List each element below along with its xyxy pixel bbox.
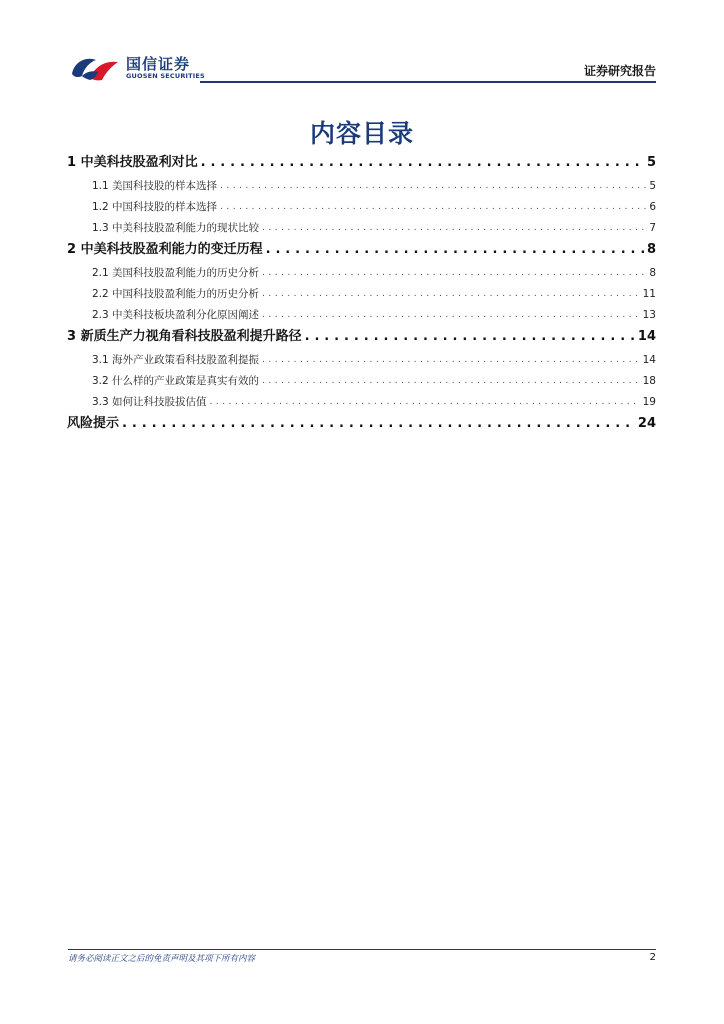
toc-subsection-entry[interactable] [67,373,656,389]
toc-entry-label: 1 中美科技股盈利对比 [67,155,198,170]
toc-entry-page: 14 [642,354,656,366]
header-divider [200,81,656,83]
guosen-logo-icon [68,52,122,82]
toc-dot-leader [266,241,644,259]
toc-entry-label: 1.1 美国科技股的样本选择 [92,180,218,192]
toc-entry-label: 3.1 海外产业政策看科技股盈利提振 [92,354,260,366]
toc-dot-leader [262,265,646,281]
toc-section-entry[interactable] [67,154,656,172]
toc-subsection-entry[interactable] [67,220,656,236]
toc-entry-label: 2 中美科技股盈利能力的变迁历程 [67,242,263,257]
toc-dot-leader [262,352,640,368]
toc-dot-leader [262,307,640,323]
toc-subsection-entry[interactable] [67,265,656,281]
toc-dot-leader [305,328,635,346]
toc-title: 内容目录 [309,119,414,148]
toc-entry-label: 2.2 中国科技股盈利能力的历史分析 [92,288,260,300]
toc-entry-label: 1.3 中美科技股盈利能力的现状比较 [92,222,260,234]
toc-entry-label: 风险提示 [67,416,120,431]
toc-entry-page: 11 [642,288,656,300]
brand-name-cn: 国信证券 [126,55,191,73]
toc-entry-page: 5 [649,180,656,192]
brand-name-en: GUOSEN SECURITIES [126,72,205,80]
toc-dot-leader [220,199,646,215]
page-number: 2 [649,952,656,963]
toc-entry-label: 2.3 中美科技板块盈利分化原因阐述 [92,309,260,321]
toc-dot-leader [122,415,635,433]
toc-subsection-entry[interactable] [67,307,656,323]
toc-dot-leader [220,178,646,194]
toc-entry-page: 8 [649,267,656,279]
toc-entry-page: 14 [637,329,656,344]
toc-section-entry[interactable] [67,415,656,433]
toc-subsection-entry[interactable] [67,178,656,194]
toc-section-entry[interactable] [67,241,656,259]
toc-entry-page: 6 [649,201,656,213]
toc-subsection-entry[interactable] [67,352,656,368]
disclaimer-text: 请务必阅读正文之后的免责声明及其项下所有内容 [68,954,256,964]
toc-entry-page: 7 [649,222,656,234]
report-type-label: 证券研究报告 [583,64,656,78]
toc-entry-label: 1.2 中国科技股的样本选择 [92,201,218,213]
toc-entry-label: 2.1 美国科技股盈利能力的历史分析 [92,267,260,279]
toc-entry-page: 19 [642,396,656,408]
toc-dot-leader [262,286,640,302]
toc-section-entry[interactable] [67,328,656,346]
toc-entry-page: 5 [646,155,656,170]
toc-entry-label: 3.2 什么样的产业政策是真实有效的 [92,375,260,387]
toc-subsection-entry[interactable] [67,394,656,410]
toc-entry-page: 13 [642,309,656,321]
footer-divider [68,949,656,950]
toc-dot-leader [262,220,646,236]
toc-dot-leader [201,154,644,172]
toc-dot-leader [262,373,640,389]
toc-entry-page: 18 [642,375,656,387]
toc-subsection-entry[interactable] [67,199,656,215]
toc-entry-label: 3 新质生产力视角看科技股盈利提升路径 [67,329,302,344]
toc-entry-page: 24 [637,416,656,431]
toc-dot-leader [210,394,640,410]
toc-entry-page: 8 [646,242,656,257]
toc-subsection-entry[interactable] [67,286,656,302]
toc-entry-label: 3.3 如何让科技股拔估值 [92,396,207,408]
